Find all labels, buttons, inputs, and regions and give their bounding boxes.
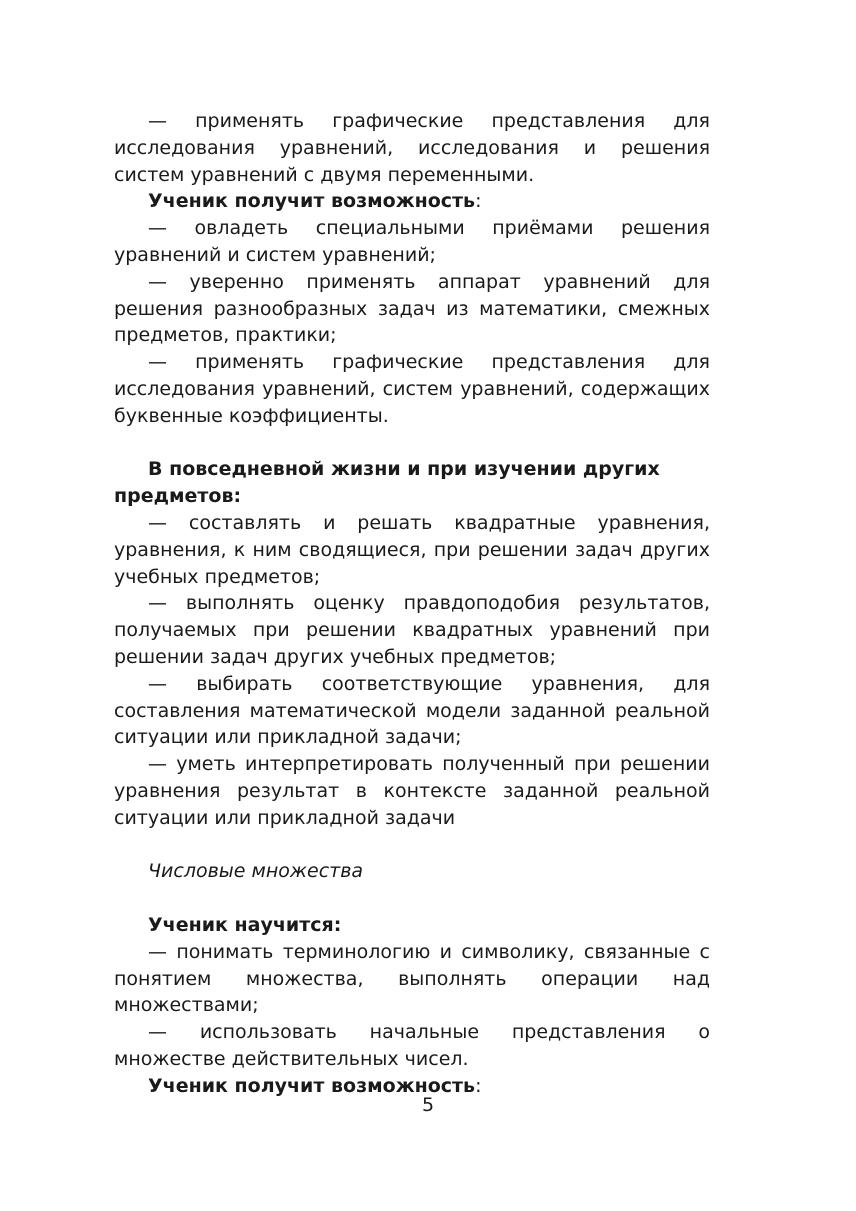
heading-text: Ученик получит возможность bbox=[148, 190, 476, 213]
heading-text: Ученик получит возможность bbox=[148, 1074, 476, 1097]
paragraph: — уверенно применять аппарат уравнений для решения разнообразных задач из математики, смежных предметов, практики; bbox=[114, 270, 710, 347]
heading-text: Ученик научится bbox=[148, 913, 334, 936]
paragraph: — выбирать соответствующие уравнения, для составления математической модели заданной реальной ситуации или прикладной задачи; bbox=[114, 672, 710, 749]
spacer bbox=[114, 430, 710, 457]
heading-colon: : bbox=[333, 913, 342, 936]
page-number: 5 bbox=[421, 1094, 435, 1116]
page-body bbox=[114, 108, 710, 1099]
paragraph: — применять графические представления для исследования уравнений, систем уравнений, содержащих буквенные коэффициенты. bbox=[114, 351, 710, 427]
paragraph: — применять графические представления для исследования уравнений, исследования и решения систем уравнений с двумя переменными. bbox=[114, 110, 710, 186]
heading-colon: : bbox=[475, 190, 482, 213]
heading-student-will-learn bbox=[114, 912, 710, 939]
paragraph: — использовать начальные представления о множестве действительных чисел. bbox=[114, 1021, 710, 1070]
heading-student-opportunity bbox=[114, 188, 710, 215]
heading-colon: : bbox=[475, 1074, 482, 1097]
paragraph: — овладеть специальными приёмами решения уравнений и систем уравнений; bbox=[114, 217, 710, 266]
heading-colon: : bbox=[233, 485, 242, 508]
heading-text: В повседневной жизни и при изучении других предметов bbox=[114, 458, 660, 508]
paragraph: — понимать терминологию и символику, связанные с понятием множества, выполнять операции над множествами; bbox=[114, 940, 710, 1017]
spacer bbox=[114, 832, 710, 859]
paragraph: — составлять и решать квадратные уравнения, уравнения, к ним сводящиеся, при решении задач других учебных предметов; bbox=[114, 511, 710, 588]
section-title: Числовые множества bbox=[148, 860, 364, 883]
heading-everyday-life bbox=[114, 456, 710, 510]
paragraph: — выполнять оценку правдоподобия результатов, получаемых при решении квадратных уравнений при решении задач других учебных предметов; bbox=[114, 592, 710, 668]
spacer bbox=[114, 885, 710, 912]
paragraph: — уметь интерпретировать полученный при решении уравнения результат в контексте заданной реальной ситуации или прикладной задачи bbox=[114, 753, 710, 829]
